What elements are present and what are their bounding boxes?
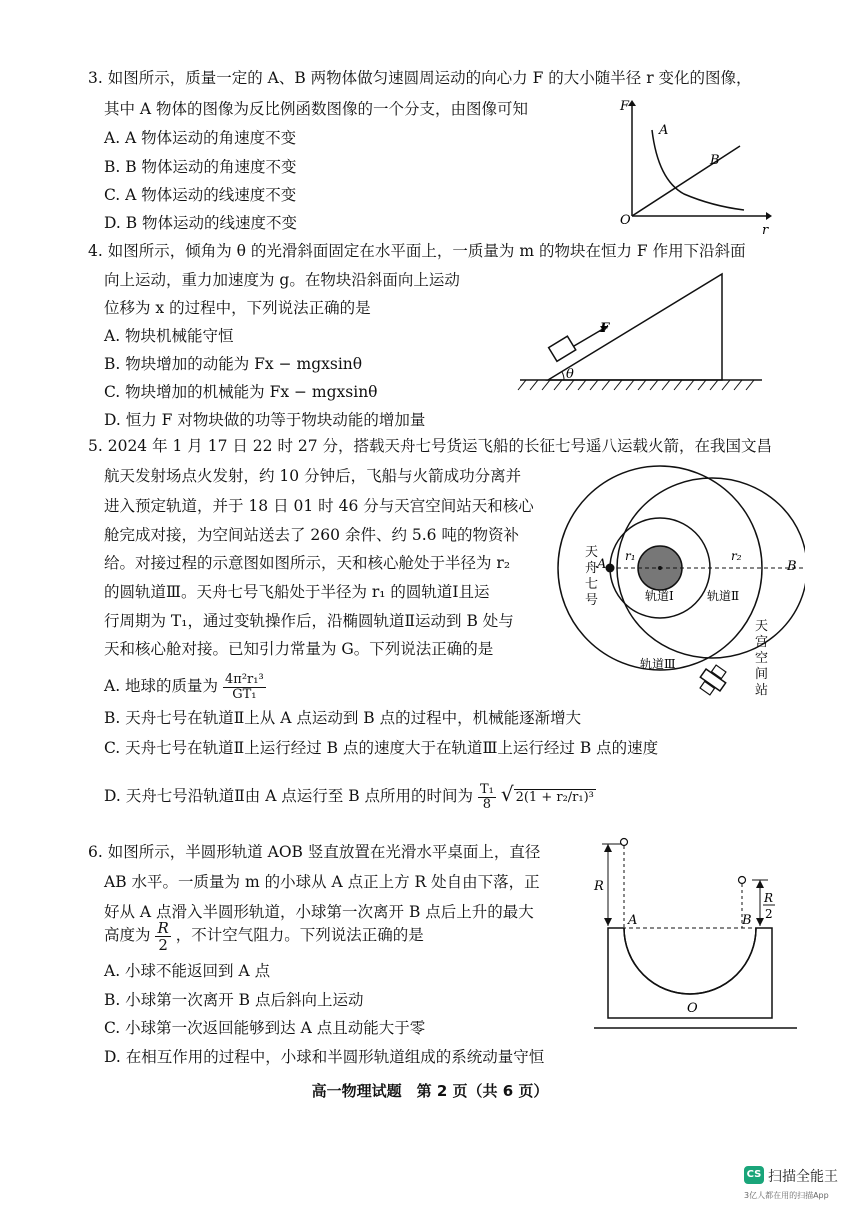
q5-fig-orbit2-label: 轨道Ⅱ <box>707 589 740 603</box>
q5-fig-r1-label: r₁ <box>625 549 636 563</box>
q6-line4 <box>104 915 424 955</box>
q3-fig-b-label: B <box>710 153 720 168</box>
q6-fig-r2-numerator: R <box>764 891 774 905</box>
q5-fig-tianzhou-label: 天舟七号 <box>585 545 599 608</box>
q6-ball-peak <box>739 877 746 884</box>
q4-block <box>549 336 576 361</box>
q5-line8: 天和核心舱对接。已知引力常量为 G。下列说法正确的是 <box>104 640 494 658</box>
q5-space-station <box>695 662 731 698</box>
q5-option-c: C. 天舟七号在轨道Ⅱ上运行经过 B 点的速度大于在轨道Ⅲ上运行经过 B 点的速度 <box>104 739 659 757</box>
q6-option-d: D. 在相互作用的过程中，小球和半圆形轨道组成的系统动量守恒 <box>104 1048 545 1066</box>
q5-option-d-fraction <box>478 783 496 812</box>
q6-fig-a-label: A <box>628 913 638 928</box>
q3-option-d: D. B 物体运动的线速度不变 <box>104 214 298 232</box>
q5-line3: 进入预定轨道，并于 18 日 01 时 46 分与天宫空间站天和核心 <box>104 497 534 515</box>
q6-semicircle-track-diagram <box>592 832 804 1042</box>
q6-semicircle <box>624 928 756 994</box>
q5-option-d-numerator: T₁ <box>480 781 494 797</box>
q5-line7: 行周期为 T₁，通过变轨操作后，沿椭圆轨道Ⅱ运动到 B 处与 <box>104 612 514 630</box>
q4-line1: 4. 如图所示，倾角为 θ 的光滑斜面固定在水平面上，一质量为 m 的物块在恒力 F 作用下沿斜面 <box>88 242 746 260</box>
q3-line2: 其中 A 物体的图像为反比例函数图像的一个分支，由图像可知 <box>104 100 529 118</box>
q4-line3: 位移为 x 的过程中，下列说法正确的是 <box>104 299 371 317</box>
q5-fig-station-label: 天宫空间站 <box>755 619 769 698</box>
q6-option-a: A. 小球不能返回到 A 点 <box>104 962 271 980</box>
q3-option-a: A. A 物体运动的角速度不变 <box>104 129 297 147</box>
q3-fig-a-label: A <box>659 123 669 138</box>
q3-fig-o-label: O <box>620 213 631 228</box>
q6-line4-prefix: 高度为 <box>104 926 151 944</box>
q5-fig-a-label: A <box>597 557 607 572</box>
q3-option-b: B. B 物体运动的角速度不变 <box>104 158 297 176</box>
q5-option-d-denominator: 8 <box>482 796 492 812</box>
q5-line2: 航天发射场点火发射，约 10 分钟后，飞船与火箭成功分离并 <box>104 467 522 485</box>
q5-fig-b-label: B <box>787 559 797 574</box>
q6-line3: 好从 A 点滑入半圆形轨道，小球第一次离开 B 点后上升的最大 <box>104 903 534 921</box>
q6-height-fraction <box>155 920 170 953</box>
camscanner-title: 扫描全能王 <box>768 1169 838 1185</box>
q3-force-radius-graph <box>612 98 772 238</box>
q3-curve-a <box>652 130 744 210</box>
q5-option-a-fraction <box>223 673 266 702</box>
q3-option-c: C. A 物体运动的线速度不变 <box>104 186 297 204</box>
q5-line5: 给。对接过程的示意图如图所示，天和核心舱处于半径为 r₂ <box>104 554 511 572</box>
q3-fig-r-label: r <box>762 223 769 238</box>
q5-fig-orbit1-label: 轨道Ⅰ <box>645 589 674 603</box>
q6-option-b: B. 小球第一次离开 B 点后斜向上运动 <box>104 991 364 1009</box>
camscanner-tagline: 3亿人都在用的扫描App <box>744 1191 829 1200</box>
q6-fig-b-label: B <box>742 913 752 928</box>
q5-option-b: B. 天舟七号在轨道Ⅱ上从 A 点运动到 B 点的过程中，机械能逐渐增大 <box>104 709 582 727</box>
q6-height-denominator: 2 <box>158 935 168 954</box>
q5-option-d: D. 天舟七号沿轨道Ⅱ由 A 点运行至 B 点所用的时间为 $\frac{\text{T₁}}{8}$ √ 2(1 + r₂/r₁)³ <box>104 781 594 812</box>
q5-option-a-numerator: 4π²r₁³ <box>225 671 264 687</box>
q5-fig-r2-label: r₂ <box>731 549 742 563</box>
q5-option-a <box>104 668 266 704</box>
q4-line2: 向上运动，重力加速度为 g。在物块沿斜面向上运动 <box>104 271 460 289</box>
q3-fig-f-label: F <box>620 99 630 114</box>
q6-fig-r-label: R <box>594 879 604 894</box>
q6-fig-r2-denominator: 2 <box>765 907 773 921</box>
q5-line6: 的圆轨道Ⅲ。天舟七号飞船处于半径为 r₁ 的圆轨道Ⅰ且运 <box>104 583 490 601</box>
q5-orbit-diagram <box>555 458 805 698</box>
q5-point-a <box>606 564 615 573</box>
q4-incline-diagram <box>512 268 770 396</box>
q6-height-numerator: R <box>157 918 169 937</box>
q5-line1: 5. 2024 年 1 月 17 日 22 时 27 分，搭载天舟七号货运飞船的长征七号遥八运载火箭，在我国文昌 <box>88 437 773 455</box>
q4-fig-theta-label: θ <box>566 367 574 382</box>
q5-line4: 舱完成对接，为空间站送去了 260 余件、约 5.6 吨的物资补 <box>104 526 519 544</box>
q4-option-b: B. 物块增加的动能为 Fx − mgxsinθ <box>104 355 363 373</box>
q5-fig-orbit3-label: 轨道Ⅲ <box>640 657 676 671</box>
page-footer: 高一物理试题 第 2 页（共 6 页） <box>311 1082 549 1100</box>
q6-fig-o-label: O <box>687 1001 698 1016</box>
q6-line1: 6. 如图所示，半圆形轨道 AOB 竖直放置在光滑水平桌面上，直径 <box>88 843 541 861</box>
q4-option-a: A. 物块机械能守恒 <box>104 327 234 345</box>
q4-incline <box>548 274 722 380</box>
q6-option-c: C. 小球第一次返回能够到达 A 点且动能大于零 <box>104 1019 426 1037</box>
q4-option-c: C. 物块增加的机械能为 Fx − mgxsinθ <box>104 383 378 401</box>
q5-option-a-denominator: GT₁ <box>232 686 257 702</box>
q6-line4-suffix: ，不计空气阻力。下列说法正确的是 <box>175 926 424 944</box>
camscanner-logo: CS <box>744 1166 764 1184</box>
q5-option-a-prefix: A. 地球的质量为 <box>104 677 219 695</box>
q4-fig-f-label: F <box>600 321 610 336</box>
q5-option-d-radicand: 2(1 + r₂/r₁)³ <box>515 790 594 805</box>
q5-option-d-prefix: D. 天舟七号沿轨道Ⅱ由 A 点运行至 B 点所用的时间为 <box>104 787 474 805</box>
q4-option-d: D. 恒力 F 对物块做的功等于物块动能的增加量 <box>104 411 426 429</box>
q3-line1: 3. 如图所示，质量一定的 A、B 两物体做匀速圆周运动的向心力 F 的大小随半径 r 变化的图像， <box>88 69 752 87</box>
q3-line-b <box>632 146 740 216</box>
q6-line2: AB 水平。一质量为 m 的小球从 A 点正上方 R 处自由下落，正 <box>104 873 540 891</box>
